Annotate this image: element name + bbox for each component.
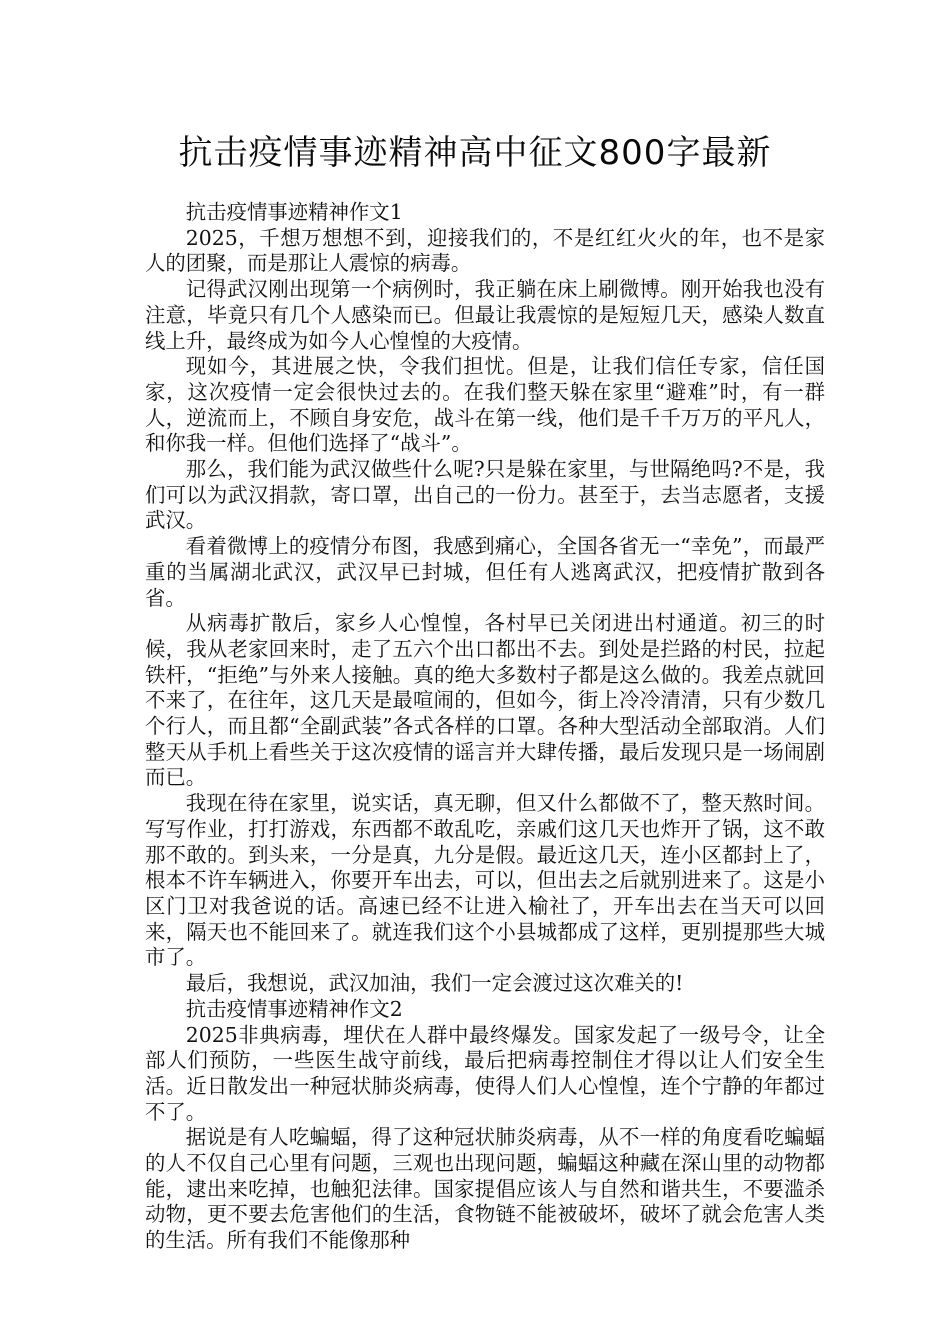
paragraph: 现如今，其进展之快，令我们担忧。但是，让我们信任专家，信任国家，这次疫情一定会很快过去的。在我们整天躲在家里“避难”时，有一群人，逆流而上，不顾自身安危，战斗在第一线，他们是千千万万的平凡人，和你我一样。但他们选择了“战斗”。	[145, 354, 825, 456]
paragraph: 据说是有人吃蝙蝠，得了这种冠状肺炎病毒，从不一样的角度看吃蝙蝠的人不仅自己心里有问题，三观也出现问题，蝙蝠这种藏在深山里的动物都能，逮出来吃掉，也触犯法律。国家提倡应该人与自然和谐共生，不要滥杀动物，更不要去危害他们的生活，食物链不能被破坏，破坏了就会危害人类的生活。所有我们不能像那种	[145, 1125, 825, 1253]
section-heading: 抗击疫情事迹精神作文1	[185, 200, 403, 224]
paragraph: 最后，我想说，武汉加油，我们一定会渡过这次难关的!	[185, 971, 684, 996]
page-title: 抗击疫情事迹精神高中征文800字最新	[178, 133, 772, 173]
paragraph: 从病毒扩散后，家乡人心惶惶，各村早已关闭进出村通道。初三的时候，我从老家回来时，走了五六个出口都出不去。到处是拦路的村民，拉起铁杆，“拒绝”与外来人接触。真的绝大多数村子都是这么做的。我差点就回不来了，在往年，这几天是最喧闹的，但如今，街上冷冷清清，只有少数几个行人，而且都“全副武装”各式各样的口罩。各种大型活动全部取消。人们整天从手机上看些关于这次疫情的谣言并大肆传播，最后发现只是一场闹剧而已。	[145, 611, 825, 790]
paragraph: 2025非典病毒，埋伏在人群中最终爆发。国家发起了一级号令，让全部人们预防，一些医生战守前线，最后把病毒控制住才得以让人们安全生活。近日散发出一种冠状肺炎病毒，使得人们人心惶惶，连个宁静的年都过不了。	[145, 1022, 825, 1124]
paragraph: 记得武汉刚出现第一个病例时，我正躺在床上刷微博。刚开始我也没有注意，毕竟只有几个人感染而已。但最让我震惊的是短短几天，感染人数直线上升，最终成为如今人心惶惶的大疫情。	[145, 277, 825, 353]
paragraph: 我现在待在家里，说实话，真无聊，但又什么都做不了，整天熬时间。写写作业，打打游戏，东西都不敢乱吃，亲戚们这几天也炸开了锅，这不敢那不敢的。到头来，一分是真，九分是假。最近这几天，连小区都封上了，根本不许车辆进入，你要开车出去，可以，但出去之后就别进来了。这是小区门卫对我爸说的话。高速已经不让进入榆社了，开车出去在当天可以回来，隔天也不能回来了。就连我们这个小县城都成了这样，更别提那些大城市了。	[145, 791, 825, 970]
paragraph: 看着微博上的疫情分布图，我感到痛心，全国各省无一“幸免”，而最严重的当属湖北武汉，武汉早已封城，但任有人逃离武汉，把疫情扩散到各省。	[145, 534, 825, 610]
paragraph: 那么，我们能为武汉做些什么呢?只是躲在家里，与世隔绝吗?不是，我们可以为武汉捐款，寄口罩，出自己的一份力。甚至于，去当志愿者，支援武汉。	[145, 457, 825, 533]
section-heading: 抗击疫情事迹精神作文2	[185, 996, 403, 1021]
paragraph: 2025，千想万想想不到，迎接我们的，不是红红火火的年，也不是家人的团聚，而是那让人震惊的病毒。	[145, 225, 825, 276]
article-body	[145, 200, 825, 1254]
